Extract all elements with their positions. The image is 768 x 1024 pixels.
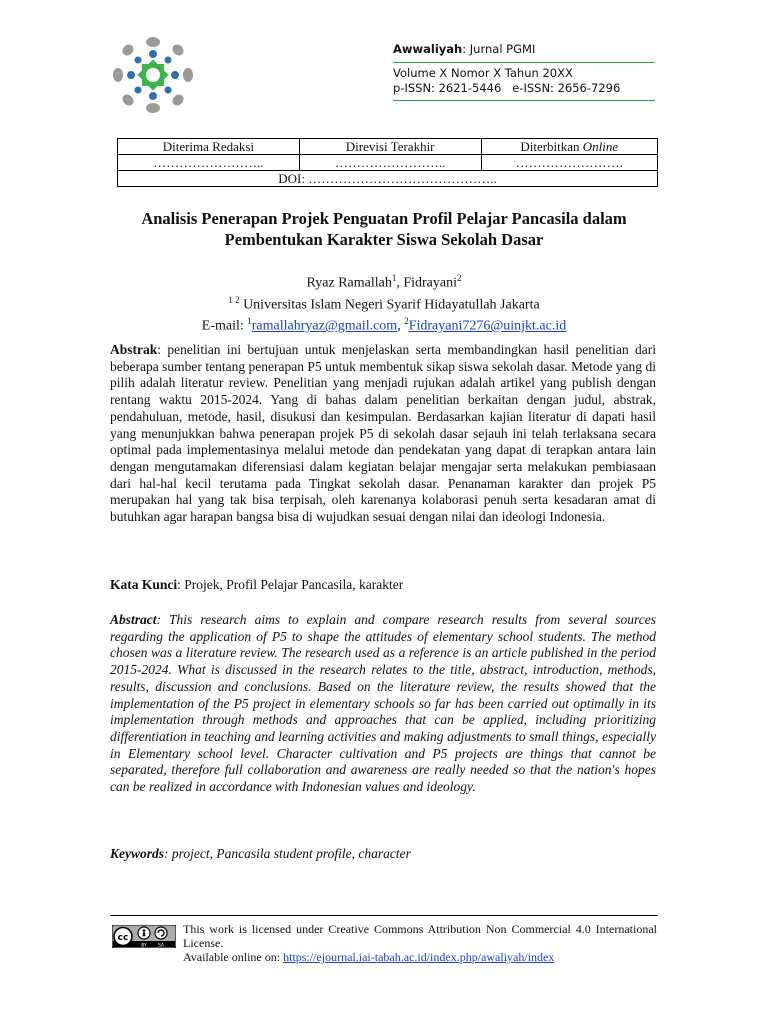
email-sep: , xyxy=(397,318,405,334)
svg-text:cc: cc xyxy=(117,933,129,943)
available-label: Available online on: xyxy=(183,950,284,964)
published-header-text: Diterbitkan xyxy=(520,139,583,154)
received-header: Diterima Redaksi xyxy=(118,139,300,155)
published-header-online: Online xyxy=(582,139,619,154)
email-1-sup: 1 xyxy=(247,316,252,327)
journal-volume: Volume X Nomor X Tahun 20XX xyxy=(393,66,573,80)
abstrak-label: Abstrak xyxy=(110,342,158,357)
keywords-paragraph xyxy=(110,846,656,863)
abstract-text: : This research aims to explain and compare research results from several sources regarding the application of P5 to shape the attitudes of elementary school students. The method chosen was a literature review. The research used as a reference is an article published in the period 2015-2024. What is discussed in the research relates to the title, abstract, introduction, methods, results, discussion and conclusions. Based on the literature review, the results showed that the implementation of the P5 project in elementary schools so far has been carried out optimally in its implementation through methods and approaches that can be applied, including prioritizing differentiation in teaching and learning activities and making adjustments to small things, especially in Elementary school level. Character cultivation and P5 projects are things that cannot be separated, therefore full collaboration and awareness are really needed so that the nation's hopes can be realized in accordance with Indonesian values and ideology. xyxy=(110,612,656,795)
author-sep: , xyxy=(396,275,404,291)
revision-table xyxy=(117,138,658,187)
keywords-label: Keywords xyxy=(110,846,164,861)
journal-subtitle: : Jurnal PGMI xyxy=(462,42,536,56)
doi-cell: DOI: …………………………………….. xyxy=(118,171,658,187)
published-header xyxy=(481,139,657,155)
journal-name: Awwaliyah xyxy=(393,42,463,56)
keywords-text: : project, Pancasila student profile, character xyxy=(164,846,411,861)
kata-kunci-text: : Projek, Profil Pelajar Pancasila, karakter xyxy=(177,577,404,592)
journal-issn: p-ISSN: 2621-5446 e-ISSN: 2656-7296 xyxy=(393,81,621,95)
email-line xyxy=(108,313,660,335)
affiliation-sup: 1 2 xyxy=(228,294,240,305)
available-online xyxy=(183,950,657,964)
affiliation-text: Universitas Islam Negeri Syarif Hidayatullah Jakarta xyxy=(239,297,540,313)
logo-star xyxy=(137,59,168,90)
license-footer xyxy=(110,915,658,964)
cc-sa-text: SA xyxy=(157,943,165,948)
journal-header xyxy=(393,42,655,101)
revised-header: Direvisi Terakhir xyxy=(299,139,481,155)
doi-row xyxy=(118,171,658,187)
abstrak-text: : penelitian ini bertujuan untuk menjelaskan serta membandingkan hasil penelitian dari beberapa sumber tentang penerapan P5 untuk membentuk sikap siswa sekolah dasar. Metode yang di pilih adalah literatur review. Penelitian yang menjadi rujukan adalah artikel yang publish dengan rentang waktu 2015-2024. Yang di bahas dalam penelitian berkaitan dengan judul, abstrak, pendahuluan, metode, hasil, disukusi dan kesimpulan. Berdasarkan kajian literatur di dapati hasil yang menunjukkan bahwa penerapan projek P5 di sekolah dasar sejauh ini telah terlaksana secara optimal pada implementasinya melalui metode dan pendekatan yang dapat di terapkan antara lain dengan mengutamakan diferensiasi dalam kegiatan belajar mengajar serta melakukan pembiasaan dari hal-hal kecil terutama pada Tingkat sekolah dasar. Penanaman karakter dan projek P5 merupakan hal yang tak bisa terpisah, oleh karenanya kolaborasi penuh serta kesadaran amat di butuhkan agar harapan bangsa bisa di wujudkan sesuai dengan nilai dan ideologi Indonesia. xyxy=(110,342,656,525)
email-label: E-mail: xyxy=(201,318,248,334)
author-1: Ryaz Ramallah xyxy=(306,275,392,291)
revised-date: …………………….. xyxy=(299,155,481,171)
author-1-sup: 1 xyxy=(391,273,397,283)
journal-url-link[interactable]: https://ejournal.iai-tabah.ac.id/index.php/awaliyah/index xyxy=(283,950,555,964)
received-date: …………………….. xyxy=(118,155,300,171)
abstract-label: Abstract xyxy=(110,612,157,627)
license-statement: This work is licensed under Creative Commons Attribution Non Commercial 4.0 International License. xyxy=(183,922,657,950)
cc-license-badge xyxy=(112,925,176,948)
affiliation xyxy=(108,292,660,314)
license-text-block xyxy=(183,922,657,964)
email-1-link[interactable]: ramallahryaz@gmail.com xyxy=(251,318,398,334)
email-2-sup: 2 xyxy=(404,316,409,327)
share-alike-icon xyxy=(155,927,167,939)
author-2-sup: 2 xyxy=(457,273,462,283)
revision-header-row xyxy=(118,139,658,155)
revision-dots-row xyxy=(118,155,658,171)
cc-by-text: BY xyxy=(141,943,147,948)
paper-title: Analisis Penerapan Projek Penguatan Profil Pelajar Pancasila dalam Pembentukan Karakter Siswa Sekolah Dasar xyxy=(141,209,627,249)
abstrak-paragraph xyxy=(110,342,656,526)
published-date: ……………………. xyxy=(481,155,657,171)
kata-kunci-label: Kata Kunci xyxy=(110,577,178,592)
journal-logo xyxy=(108,32,198,118)
abstract-paragraph xyxy=(110,612,656,796)
email-2-link[interactable]: Fidrayani7276@uinjkt.ac.id xyxy=(408,318,567,334)
author-2: Fidrayani xyxy=(403,275,457,291)
journal-title xyxy=(393,42,655,63)
kata-kunci-paragraph xyxy=(110,577,656,594)
authors-block xyxy=(108,270,660,335)
author-names xyxy=(108,270,660,292)
header-divider xyxy=(393,100,655,101)
